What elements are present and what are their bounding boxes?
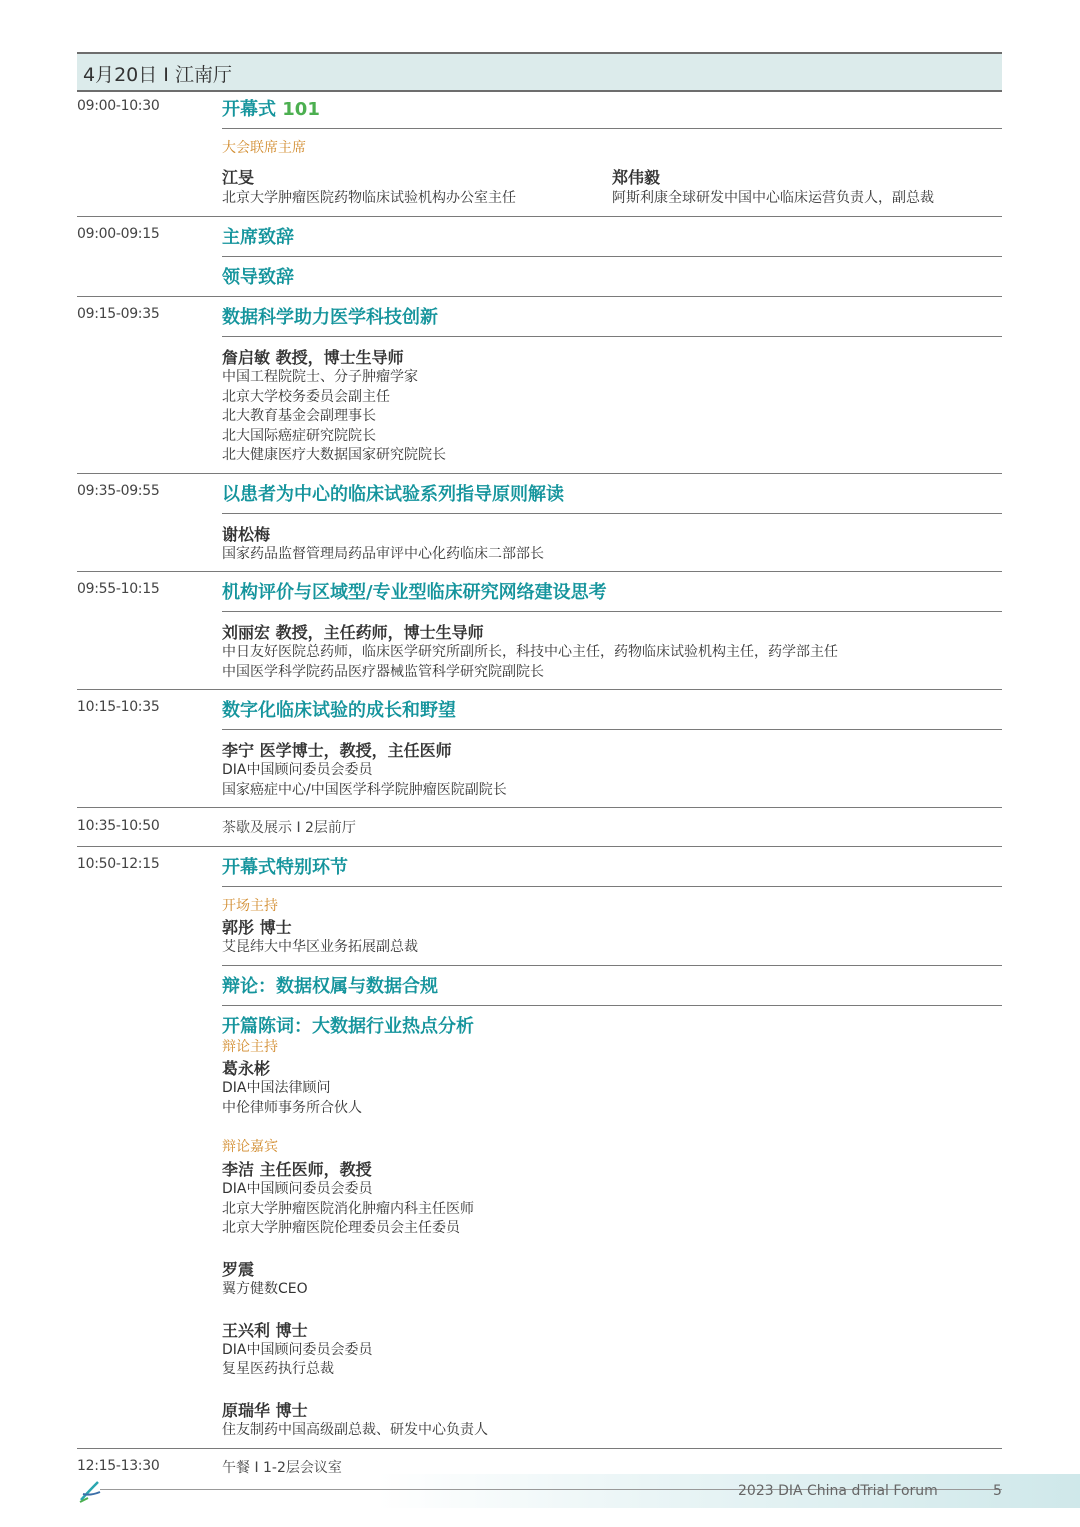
divider	[222, 336, 1002, 337]
divider	[222, 965, 1002, 966]
speaker-title: 中国医学科学院药品医疗器械监管科学研究院副院长	[222, 664, 544, 680]
session-title: 主席致辞	[222, 227, 294, 248]
role-label: 辩论主持	[222, 1039, 278, 1055]
speaker-title: 阿斯利康全球研发中国中心临床运营负责人，副总裁	[612, 190, 934, 206]
divider	[222, 729, 1002, 730]
divider	[77, 689, 1002, 690]
title-text: 开幕式	[222, 99, 283, 120]
session-title: 数据科学助力医学科技创新	[222, 307, 438, 328]
session-title: 机构评价与区域型/专业型临床研究网络建设思考	[222, 582, 607, 603]
speaker-title: 艾昆纬大中华区业务拓展副总裁	[222, 939, 418, 955]
divider	[222, 611, 1002, 612]
page-number: 5	[993, 1483, 1002, 1499]
speaker-name: 詹启敏 教授，博士生导师	[222, 348, 404, 367]
speaker-title: DIA中国顾问委员会委员	[222, 1342, 373, 1358]
session-title	[222, 95, 320, 121]
session-title: 以患者为中心的临床试验系列指导原则解读	[222, 484, 564, 505]
divider	[77, 1448, 1002, 1449]
lunch-text: 午餐 I 1-2层会议室	[222, 1460, 342, 1476]
session-time: 09:55-10:15	[77, 581, 160, 597]
speaker-title: 中日友好医院总药师，临床医学研究所副所长，科技中心主任，药物临床试验机构主任，药学部主任	[222, 644, 838, 660]
speaker-title: 北大国际癌症研究院院长	[222, 428, 376, 444]
session-title: 开幕式特别环节	[222, 857, 348, 878]
role-label: 大会联席主席	[222, 140, 306, 156]
session-title: 领导致辞	[222, 267, 294, 288]
speaker-title: 北大健康医疗大数据国家研究院院长	[222, 447, 446, 463]
divider	[222, 513, 1002, 514]
divider	[222, 886, 1002, 887]
title-number: 101	[282, 99, 320, 120]
speaker-title: DIA中国顾问委员会委员	[222, 1181, 373, 1197]
speaker-title: 复星医药执行总裁	[222, 1361, 334, 1377]
break-text: 茶歇及展示 I 2层前厅	[222, 820, 356, 836]
session-time: 09:15-09:35	[77, 306, 160, 322]
speaker-name: 原瑞华 博士	[222, 1401, 308, 1420]
speaker-title: 北京大学校务委员会副主任	[222, 389, 390, 405]
divider	[77, 846, 1002, 847]
divider	[77, 296, 1002, 297]
speaker-name: 李洁 主任医师，教授	[222, 1160, 372, 1179]
header-title: 4月20日 I 江南厅	[83, 64, 232, 86]
speaker-name: 刘丽宏 教授，主任药师，博士生导师	[222, 623, 484, 642]
speaker-name: 罗震	[222, 1260, 255, 1279]
speaker-name: 郑伟毅	[612, 168, 661, 187]
divider	[222, 256, 1002, 257]
speaker-name: 郭彤 博士	[222, 918, 292, 937]
footer-event-name: 2023 DIA China dTrial Forum	[738, 1483, 938, 1499]
divider	[77, 807, 1002, 808]
speaker-title: 翼方健数CEO	[222, 1281, 308, 1297]
session-time: 10:15-10:35	[77, 699, 160, 715]
speaker-title: 中国工程院院士、分子肿瘤学家	[222, 369, 418, 385]
session-time: 09:00-10:30	[77, 98, 160, 114]
speaker-title: 国家癌症中心/中国医学科学院肿瘤医院副院长	[222, 782, 507, 798]
session-title: 开篇陈词：大数据行业热点分析	[222, 1016, 474, 1037]
role-label: 开场主持	[222, 898, 278, 914]
speaker-name: 谢松梅	[222, 525, 271, 544]
speaker-title: 北大教育基金会副理事长	[222, 408, 376, 424]
session-time: 09:35-09:55	[77, 483, 160, 499]
speaker-title: DIA中国法律顾问	[222, 1080, 331, 1096]
speaker-name: 李宁 医学博士，教授，主任医师	[222, 741, 452, 760]
speaker-name: 葛永彬	[222, 1059, 271, 1078]
speaker-title: DIA中国顾问委员会委员	[222, 762, 373, 778]
speaker-title: 北京大学肿瘤医院消化肿瘤内科主任医师	[222, 1201, 474, 1217]
date-venue-header	[77, 52, 1002, 92]
divider	[77, 571, 1002, 572]
session-title: 辩论：数据权属与数据合规	[222, 976, 438, 997]
speaker-title: 国家药品监督管理局药品审评中心化药临床二部部长	[222, 546, 544, 562]
speaker-name: 王兴利 博士	[222, 1321, 308, 1340]
divider	[222, 128, 1002, 129]
speaker-name: 江旻	[222, 168, 255, 187]
divider	[77, 473, 1002, 474]
session-time: 09:00-09:15	[77, 226, 160, 242]
session-time: 10:50-12:15	[77, 856, 160, 872]
divider	[222, 1005, 1002, 1006]
dia-logo-icon	[78, 1478, 104, 1508]
speaker-title: 北京大学肿瘤医院伦理委员会主任委员	[222, 1220, 460, 1236]
speaker-title: 北京大学肿瘤医院药物临床试验机构办公室主任	[222, 190, 516, 206]
session-time: 12:15-13:30	[77, 1458, 160, 1474]
session-title: 数字化临床试验的成长和野望	[222, 700, 456, 721]
divider	[77, 216, 1002, 217]
speaker-title: 中伦律师事务所合伙人	[222, 1100, 362, 1116]
session-time: 10:35-10:50	[77, 818, 160, 834]
speaker-title: 住友制药中国高级副总裁、研发中心负责人	[222, 1422, 488, 1438]
role-label: 辩论嘉宾	[222, 1139, 278, 1155]
